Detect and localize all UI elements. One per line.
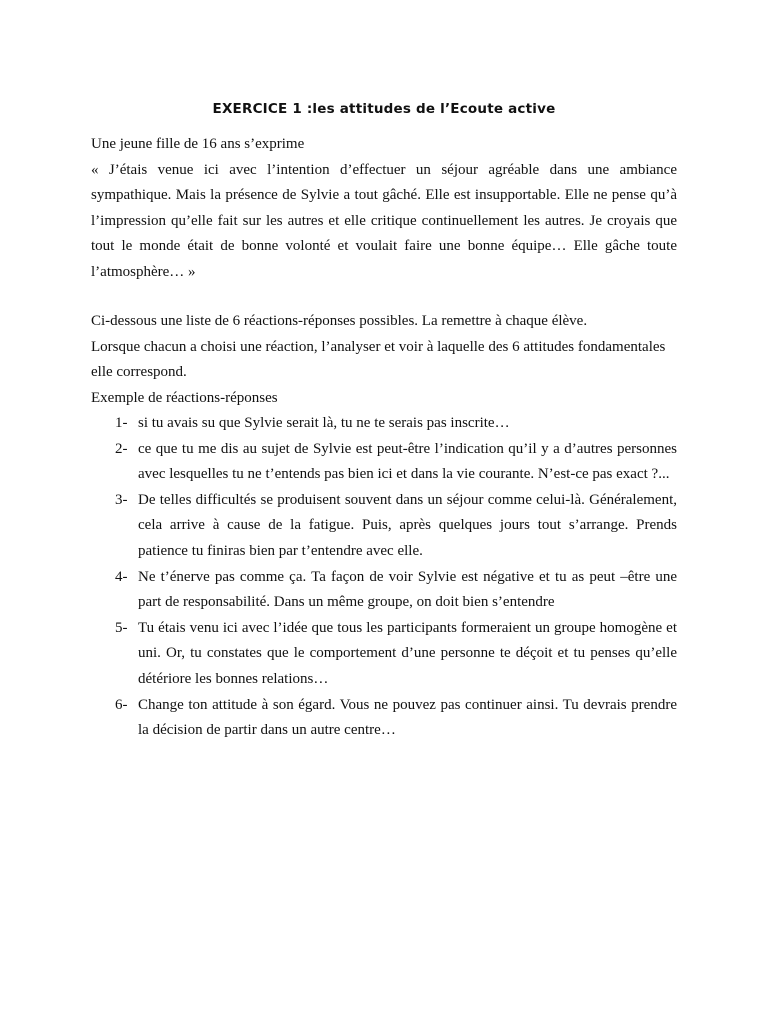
list-item bbox=[91, 488, 677, 565]
list-item bbox=[91, 411, 677, 437]
list-item bbox=[91, 437, 677, 488]
reactions-list bbox=[91, 411, 677, 744]
intro-line: Une jeune fille de 16 ans s’exprime bbox=[91, 136, 305, 152]
item-number: 6- bbox=[115, 696, 128, 713]
instructions-line-2: Lorsque chacun a choisi une réaction, l’analyser et voir à laquelle des 6 attitudes fondamentales elle correspond. bbox=[91, 338, 666, 381]
item-number: 2- bbox=[115, 440, 128, 457]
item-number: 3- bbox=[115, 491, 128, 508]
item-text: Change ton attitude à son égard. Vous ne pouvez pas continuer ainsi. Tu devrais prendre la décision de partir dans un autre centre… bbox=[138, 696, 677, 739]
list-item bbox=[91, 616, 677, 693]
item-text: De telles difficultés se produisent souvent dans un séjour comme celui-là. Généralement, cela arrive à cause de la fatigue. Puis, après quelques jours tout s’arrange. Prends patience tu finiras bien par t’entendre avec elle. bbox=[138, 491, 677, 559]
instructions-line-1: Ci-dessous une liste de 6 réactions-réponses possibles. La remettre à chaque élève. bbox=[91, 313, 588, 329]
instructions-block bbox=[91, 309, 677, 411]
scenario-block bbox=[91, 132, 677, 286]
exercise-title: EXERCICE 1 :les attitudes de l’Ecoute active bbox=[212, 101, 556, 117]
girl-quote: « J’étais venue ici avec l’intention d’effectuer un séjour agréable dans une ambiance sympathique. Mais la présence de Sylvie a tout gâché. Elle est insupportable. Elle ne pense qu’à l’impression qu’elle fait sur les autres et elle critique continuellement les autres. Je croyais que tout le monde était de bonne volonté et voulait faire une bonne équipe… Elle gâche toute l’atmosphère… » bbox=[91, 161, 677, 280]
item-number: 5- bbox=[115, 619, 128, 636]
item-number: 1- bbox=[115, 415, 128, 431]
list-item bbox=[91, 693, 677, 744]
item-number: 4- bbox=[115, 568, 128, 585]
item-text: Ne t’énerve pas comme ça. Ta façon de voir Sylvie est négative et tu as peut –être une part de responsabilité. Dans un même groupe, on doit bien s’entendre bbox=[138, 568, 677, 611]
item-text: Tu étais venu ici avec l’idée que tous les participants formeraient un groupe homogène et uni. Or, tu constates que le comportement d’une personne te déçoit et tu penses qu’elle détériore les bonnes relations… bbox=[138, 619, 677, 687]
item-text: ce que tu me dis au sujet de Sylvie est peut-être l’indication qu’il y a d’autres personnes avec lesquelles tu ne t’entends pas bien ici et dans la vie courante. N’est-ce pas exact ?... bbox=[138, 440, 677, 483]
list-item bbox=[91, 565, 677, 616]
examples-heading: Exemple de réactions-réponses bbox=[91, 389, 278, 406]
item-text: si tu avais su que Sylvie serait là, tu ne te serais pas inscrite… bbox=[138, 415, 510, 431]
